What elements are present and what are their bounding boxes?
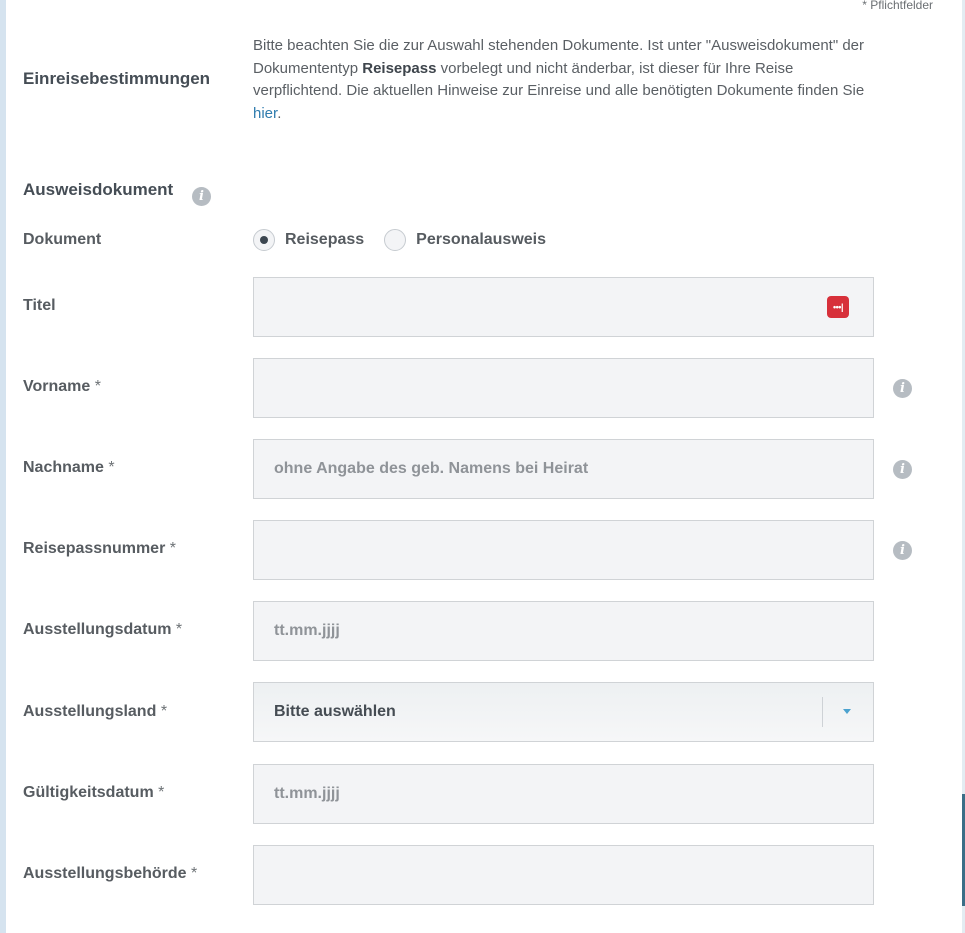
issue-country-label [23,703,167,721]
issue-date-input[interactable] [253,601,874,661]
info-icon[interactable]: i [192,187,211,206]
issue-country-select[interactable] [253,682,874,742]
radio-reisepass[interactable] [253,229,275,251]
entry-rules-link[interactable]: hier [253,104,278,122]
issue-date-label-text: Ausstellungsdatum [23,621,172,638]
required-asterisk: * [191,865,198,882]
document-label: Dokument [23,231,102,248]
passport-number-label-text: Reisepassnummer [23,540,166,557]
issuing-authority-input[interactable] [253,845,874,905]
page-left-border [0,0,6,933]
title-label [23,297,56,315]
first-name-label [23,378,101,396]
passport-number-label [23,540,176,558]
last-name-label-text: Nachname [23,459,104,476]
required-asterisk: * [108,459,115,476]
description-text: vorbelegt und nicht änderbar, ist dieser für Ihre Reise verpflichtend. Die aktuellen Hinweise zur Einreise und alle benötigten Dokumente finden Sie [253,59,865,99]
issuing-authority-label-text: Ausstellungsbehörde [23,865,187,882]
required-asterisk: * [169,540,176,557]
select-divider [822,697,823,727]
issue-country-label-text: Ausstellungsland [23,703,157,720]
radio-reisepass-label[interactable]: Reisepass [285,231,365,248]
required-asterisk: * [160,703,168,720]
expiry-date-placeholder: tt.mm.jjjj [274,785,340,802]
passport-number-input[interactable] [253,520,874,580]
description-text: . [277,104,282,122]
title-input[interactable] [253,277,874,337]
entry-rules-description [253,35,873,125]
passport-number-info-icon[interactable]: i [893,541,912,560]
document-type-radio-group [253,228,566,252]
issue-country-selected-value: Bitte auswählen [274,703,396,720]
required-asterisk: * [94,378,101,395]
description-text: Bitte beachten Sie die zur Auswahl stehenden Dokumente. Ist unter "Ausweisdokument" der Dokumententyp [253,37,865,77]
first-name-label-text: Vorname [23,378,91,395]
expiry-date-label [23,784,164,802]
first-name-info-icon[interactable]: i [893,379,912,398]
id-document-heading: Ausweisdokument [23,180,174,199]
last-name-placeholder: ohne Angabe des geb. Namens bei Heirat [274,460,589,477]
description-bold-text: Reisepass [362,59,437,77]
radio-personalausweis-label[interactable]: Personalausweis [416,231,547,248]
radio-personalausweis[interactable] [384,229,406,251]
expiry-date-label-text: Gültigkeitsdatum [23,784,154,801]
last-name-label [23,459,115,477]
required-asterisk: * [158,784,165,801]
issuing-authority-label [23,865,197,883]
last-name-input[interactable] [253,439,874,499]
required-fields-note: * Pflichtfelder [862,0,933,12]
issue-date-placeholder: tt.mm.jjjj [274,622,340,639]
issue-date-label [23,621,182,639]
entry-rules-heading: Einreisebestimmungen [23,69,211,88]
expiry-date-input[interactable] [253,764,874,824]
password-manager-icon[interactable]: •••| [827,296,849,318]
last-name-info-icon[interactable]: i [893,460,912,479]
first-name-input[interactable] [253,358,874,418]
chevron-down-icon[interactable] [843,709,851,714]
title-label-text: Titel [23,297,56,314]
required-asterisk: * [175,621,183,638]
